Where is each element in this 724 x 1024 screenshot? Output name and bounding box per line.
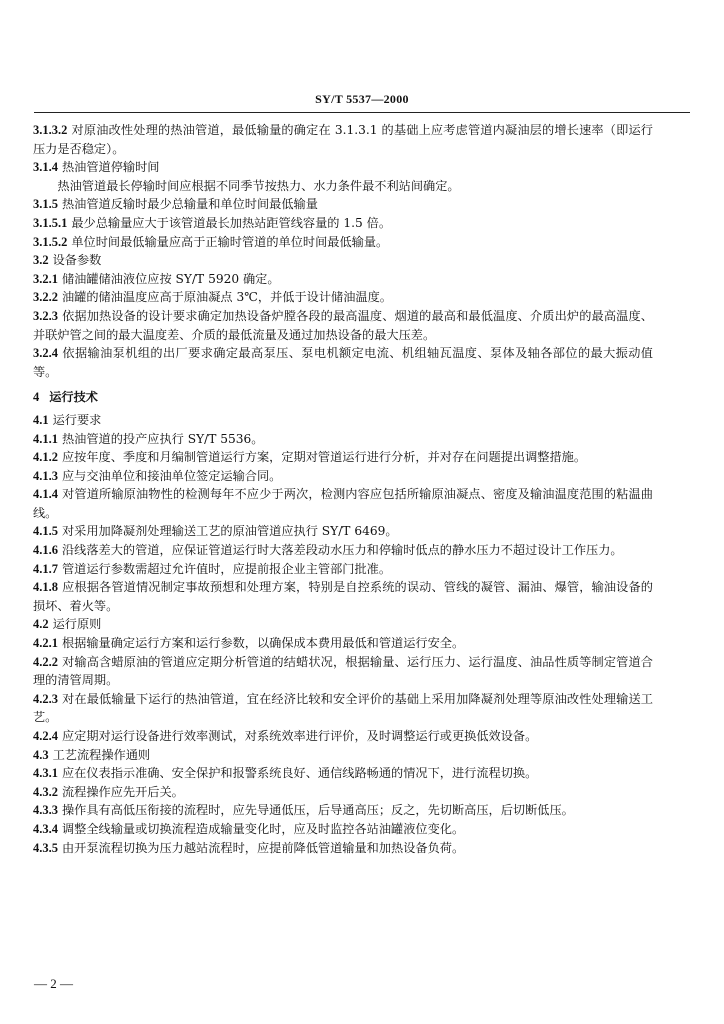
paragraph-4-1-6: 4.1.6 沿线落差大的管道，应保证管道运行时大落差段动水压力和停输时低点的静水压力不超过设计工作压力。	[33, 543, 623, 558]
paragraph-4-3-4: 4.3.4 调整全线输量或切换流程造成输量变化时，应及时监控各站油罐液位变化。	[33, 821, 465, 836]
paragraph-3-2-2: 3.2.2 油罐的储油温度应高于原油凝点 3℃，并低于设计储油温度。	[33, 290, 392, 305]
paragraph-3-1-4-body: 热油管道最长停输时间应根据不同季节按热力、水力条件最不利站间确定。	[57, 178, 460, 193]
paragraph-3-2-4: 3.2.4 依据输油泵机组的出厂要求确定最高泵压、泵电机额定电流、机组轴瓦温度、泵体及轴各部位的最大振动值等。	[33, 346, 653, 379]
paragraph-4-1-4: 4.1.4 对管道所输原油物性的检测每年不应少于两次，检测内容应包括所输原油凝点、密度及输油温度范围的粘温曲线。	[33, 487, 653, 520]
paragraph-4-1-7: 4.1.7 管道运行参数需超过允许值时，应提前报企业主管部门批准。	[33, 561, 392, 576]
section-heading-4: 4 运行技术	[33, 390, 98, 405]
paragraph-3-1-5-1: 3.1.5.1 最少总输量应大于该管道最长加热站距管线容量的 1.5 倍。	[33, 215, 392, 230]
paragraph-4-3-3: 4.3.3 操作具有高低压衔接的流程时，应先导通低压，后导通高压；反之，先切断高压，后切断低压。	[33, 803, 574, 818]
paragraph-4-1-3: 4.1.3 应与交油单位和接油单位签定运输合同。	[33, 468, 282, 483]
paragraph-3-2-1: 3.2.1 储油罐储油液位应按 SY/T 5920 确定。	[33, 271, 280, 286]
document-body	[33, 121, 653, 857]
paragraph-4-2-1: 4.2.1 根据输量确定运行方案和运行参数，以确保成本费用最低和管道运行安全。	[33, 636, 465, 651]
paragraph-4-1-2: 4.1.2 应按年度、季度和月编制管道运行方案，定期对管道运行进行分析，并对存在问题提出调整措施。	[33, 450, 587, 465]
paragraph-4-1-1: 4.1.1 热油管道的投产应执行 SY/T 5536。	[33, 431, 264, 446]
paragraph-4-3: 4.3 工艺流程操作通则	[33, 747, 151, 762]
paragraph-4-3-5: 4.3.5 由开泵流程切换为压力越站流程时，应提前降低管道输量和加热设备负荷。	[33, 840, 465, 855]
paragraph-3-1-5-2: 3.1.5.2 单位时间最低输量应高于正输时管道的单位时间最低输量。	[33, 234, 389, 249]
paragraph-4-2-2: 4.2.2 对输高含蜡原油的管道应定期分析管道的结蜡状况，根据输量、运行压力、运行温度、油品性质等制定管道合理的清管周期。	[33, 654, 653, 688]
paragraph-4-1: 4.1 运行要求	[33, 412, 102, 427]
paragraph-4-2-3: 4.2.3 对在最低输量下运行的热油管道，宜在经济比较和安全评价的基础上采用加降凝剂处理等原油改性处理输送工艺。	[33, 691, 653, 725]
paragraph-3-2: 3.2 设备参数	[33, 253, 102, 268]
paragraph-4-1-5: 4.1.5 对采用加降凝剂处理输送工艺的原油管道应执行 SY/T 6469。	[33, 524, 398, 539]
standard-header: SY/T 5537—2000	[315, 92, 409, 106]
paragraph-4-2: 4.2 运行原则	[33, 617, 102, 632]
paragraph-4-3-1: 4.3.1 应在仪表指示准确、安全保护和报警系统良好、通信线路畅通的情况下，进行流程切换。	[33, 766, 538, 781]
paragraph-4-2-4: 4.2.4 应定期对运行设备进行效率测试，对系统效率进行评价，及时调整运行或更换低效设备。	[33, 729, 538, 743]
paragraph-3-2-3: 3.2.3 依据加热设备的设计要求确定加热设备炉膛各段的最高温度、烟道的最高和最低温度、介质出炉的最高温度、并联炉管之间的最大温度差、介质的最低流量及通过加热设备的最大压差。	[33, 308, 653, 342]
paragraph-3-1-3-2: 3.1.3.2 对原油改性处理的热油管道，最低输量的确定在 3.1.3.1 的基础上应考虑管道内凝油层的增长速率（即运行压力是否稳定）。	[33, 123, 653, 156]
paragraph-3-1-5: 3.1.5 热油管道反输时最少总输量和单位时间最低输量	[33, 197, 318, 212]
paragraph-3-1-4: 3.1.4 热油管道停输时间	[33, 160, 160, 175]
header-rule	[34, 112, 690, 113]
page-number: — 2 —	[34, 976, 73, 991]
paragraph-4-3-2: 4.3.2 流程操作应先开后关。	[33, 784, 184, 799]
paragraph-4-1-8: 4.1.8 应根据各管道情况制定事故预想和处理方案，特别是自控系统的误动、管线的凝管、漏油、爆管，输油设备的损坏、着火等。	[33, 580, 653, 613]
